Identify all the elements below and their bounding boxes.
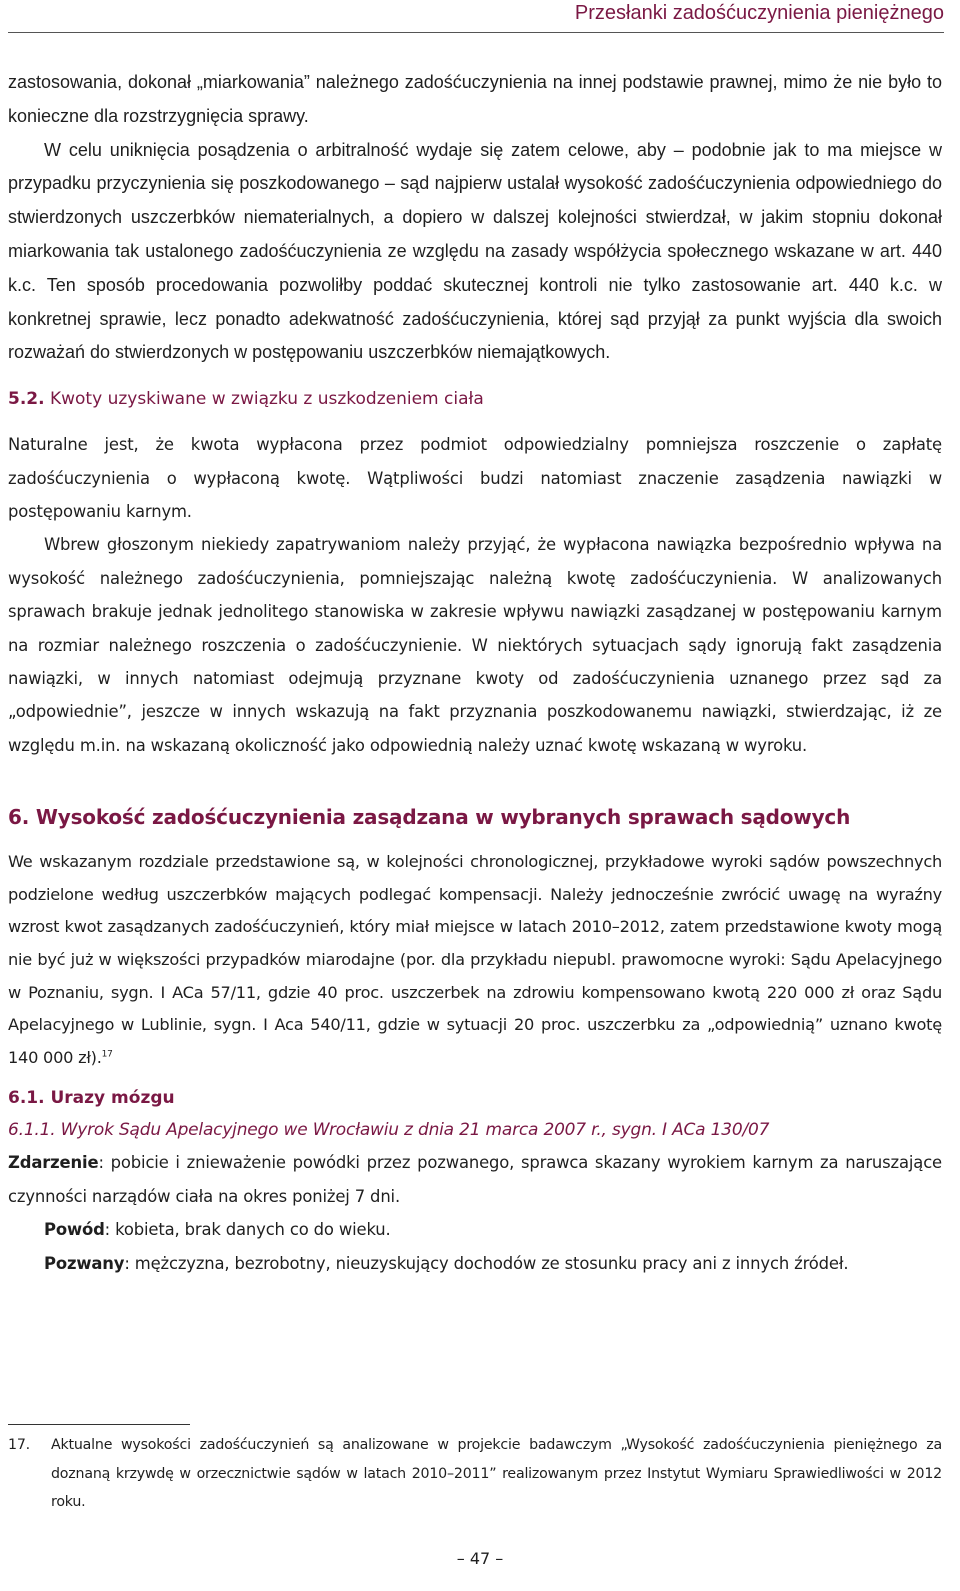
event-label: Zdarzenie xyxy=(8,1153,99,1173)
paragraph-nawiazka: Wbrew głoszonym niekiedy zapatrywaniom należy przyjąć, że wypłacona nawiązka bezpośrednio wpływa na wysokość należnego zadośćuczynienia, pomniejszając należną kwotę zadośćuczynienia. W analizowanych sprawach brakuje jednak jednolitego stanowiska w zakresie wpływu nawiązki zasądzanej w postępowaniu karnym na rozmiar należnego roszczenia o zadośćuczynienie. W niektórych sytuacjach sądy ignorują fakt zasądzenia nawiązki, w innych natomiast odejmują przyznane kwoty od zadośćuczynienia uznanego przez sąd za „odpowiednie”, jeszcze w innych wskazują na fakt przyznania poszkodowanemu nawiązki, stwierdzając, iż ze względu m.in. na wskazaną okoliczność jako odpowiednią należy uznać kwotę wskazaną w wyroku. xyxy=(8,535,942,755)
plaintiff-label: Powód xyxy=(44,1220,105,1240)
paragraph-amounts: Naturalne jest, że kwota wypłacona przez podmiot odpowiedzialny pomniejsza roszczenie o zapłatę zadośćuczynienia o wypłaconą kwotę. Wątpliwości budzi natomiast znaczenie zasądzenia nawiązki w postępowaniu karnym. xyxy=(8,435,942,521)
case-heading-6-1-1: 6.1.1. Wyrok Sądu Apelacyjnego we Wrocławiu z dnia 21 marca 2007 r., sygn. I ACa 130/07 xyxy=(8,1120,770,1141)
case-plaintiff xyxy=(8,1213,942,1246)
paragraph-arbitrariness: W celu uniknięcia posądzenia o arbitralność wydaje się zatem celowe, aby – podobnie jak to ma miejsce w przypadku przyczynienia się poszkodowanego – sąd najpierw ustalał wysokość zadośćuczynienia odpowiedniego do stwierdzonych uszczerbków niematerialnych, a dopiero w dalszej kolejności stwierdzał, w jakim stopniu dokonał miarkowania tak ustalonego zadośćuczynienia ze względu na zasady współżycia społecznego wskazane w art. 440 k.c. Ten sposób procedowania pozwoliłby poddać skutecznej kontroli nie tylko zastosowanie art. 440 k.c. w konkretnej sprawie, lecz ponadto adekwatność zadośćuczynienia, której sąd przyjął za punkt wyjścia dla swoich rozważań do stwierdzonych w postępowaniu uszczerbków niemajątkowych. xyxy=(8,139,942,363)
section-title: Wysokość zadośćuczynienia zasądzana w wybranych sprawach sądowych xyxy=(35,805,851,830)
paragraph-continuation: zastosowania, dokonał „miarkowania” należnego zadośćuczynienia na innej podstawie prawnej, mimo że nie było to konieczne dla rozstrzygnięcia sprawy. xyxy=(8,72,942,126)
section-heading-6-1: 6.1. Urazy mózgu xyxy=(8,1088,175,1109)
paragraph-text: We wskazanym rozdziale przedstawione są, w kolejności chronologicznej, przykładowe wyroki sądów powszechnych podzielone według uszczerbków mających podlegać kompensacji. Należy jednocześnie zwrócić uwagę na wyraźny wzrost kwot zasądzanych zadośćuczynień, który miał miejsce w latach 2010–2012, zatem przedstawione kwoty mogą nie być już w większości przypadków miarodajne (por. dla przykładu niepubl. prawomocne wyroki: Sądu Apelacyjnego w Poznaniu, sygn. I ACa 57/11, gdzie 40 proc. uszczerbek na zdrowiu kompensowano kwotą 220 000 zł oraz Sądu Apelacyjnego w Lublinie, sygn. I Aca 540/11, gdzie w sytuacji 20 proc. uszczerbku za „odpowiednią” uznano kwotę 140 000 zł). xyxy=(8,852,942,1067)
paragraph-judgments xyxy=(8,846,942,1074)
header-divider xyxy=(8,32,944,33)
main-text xyxy=(8,66,942,1280)
event-text: : pobicie i znieważenie powódki przez pozwanego, sprawca skazany wyrokiem karnym za naruszające czynności narządów ciała na okres poniżej 7 dni. xyxy=(8,1153,942,1206)
section-number: 6. xyxy=(8,805,30,830)
footnote-17 xyxy=(8,1431,942,1517)
footnote-text: Aktualne wysokości zadośćuczynień są analizowane w projekcie badawczym „Wysokość zadośćuczynienia pieniężnego za doznaną krzywdę w orzecznictwie sądów w latach 2010–2011” realizowanym przez Instytut Wymiaru Sprawiedliwości w 2012 roku. xyxy=(51,1437,942,1511)
running-header: Przesłanki zadośćuczynienia pieniężnego xyxy=(574,2,944,24)
footnote-number: 17. xyxy=(8,1437,30,1453)
page-number: – 47 – xyxy=(456,1549,504,1568)
section-title: Kwoty uzyskiwane w związku z uszkodzeniem ciała xyxy=(49,389,484,410)
defendant-text: : mężczyzna, bezrobotny, nieuzyskujący dochodów ze stosunku pracy ani z innych źródeł. xyxy=(124,1253,849,1273)
case-event xyxy=(8,1146,942,1213)
section-heading-6 xyxy=(8,800,942,834)
defendant-label: Pozwany xyxy=(44,1253,125,1273)
section-number: 5.2. xyxy=(8,389,45,410)
footnote-divider xyxy=(8,1424,190,1425)
section-heading-5-2 xyxy=(8,384,942,414)
footnote-reference[interactable]: 17 xyxy=(101,1049,113,1060)
case-defendant xyxy=(8,1247,942,1280)
plaintiff-text: : kobieta, brak danych co do wieku. xyxy=(104,1220,391,1240)
